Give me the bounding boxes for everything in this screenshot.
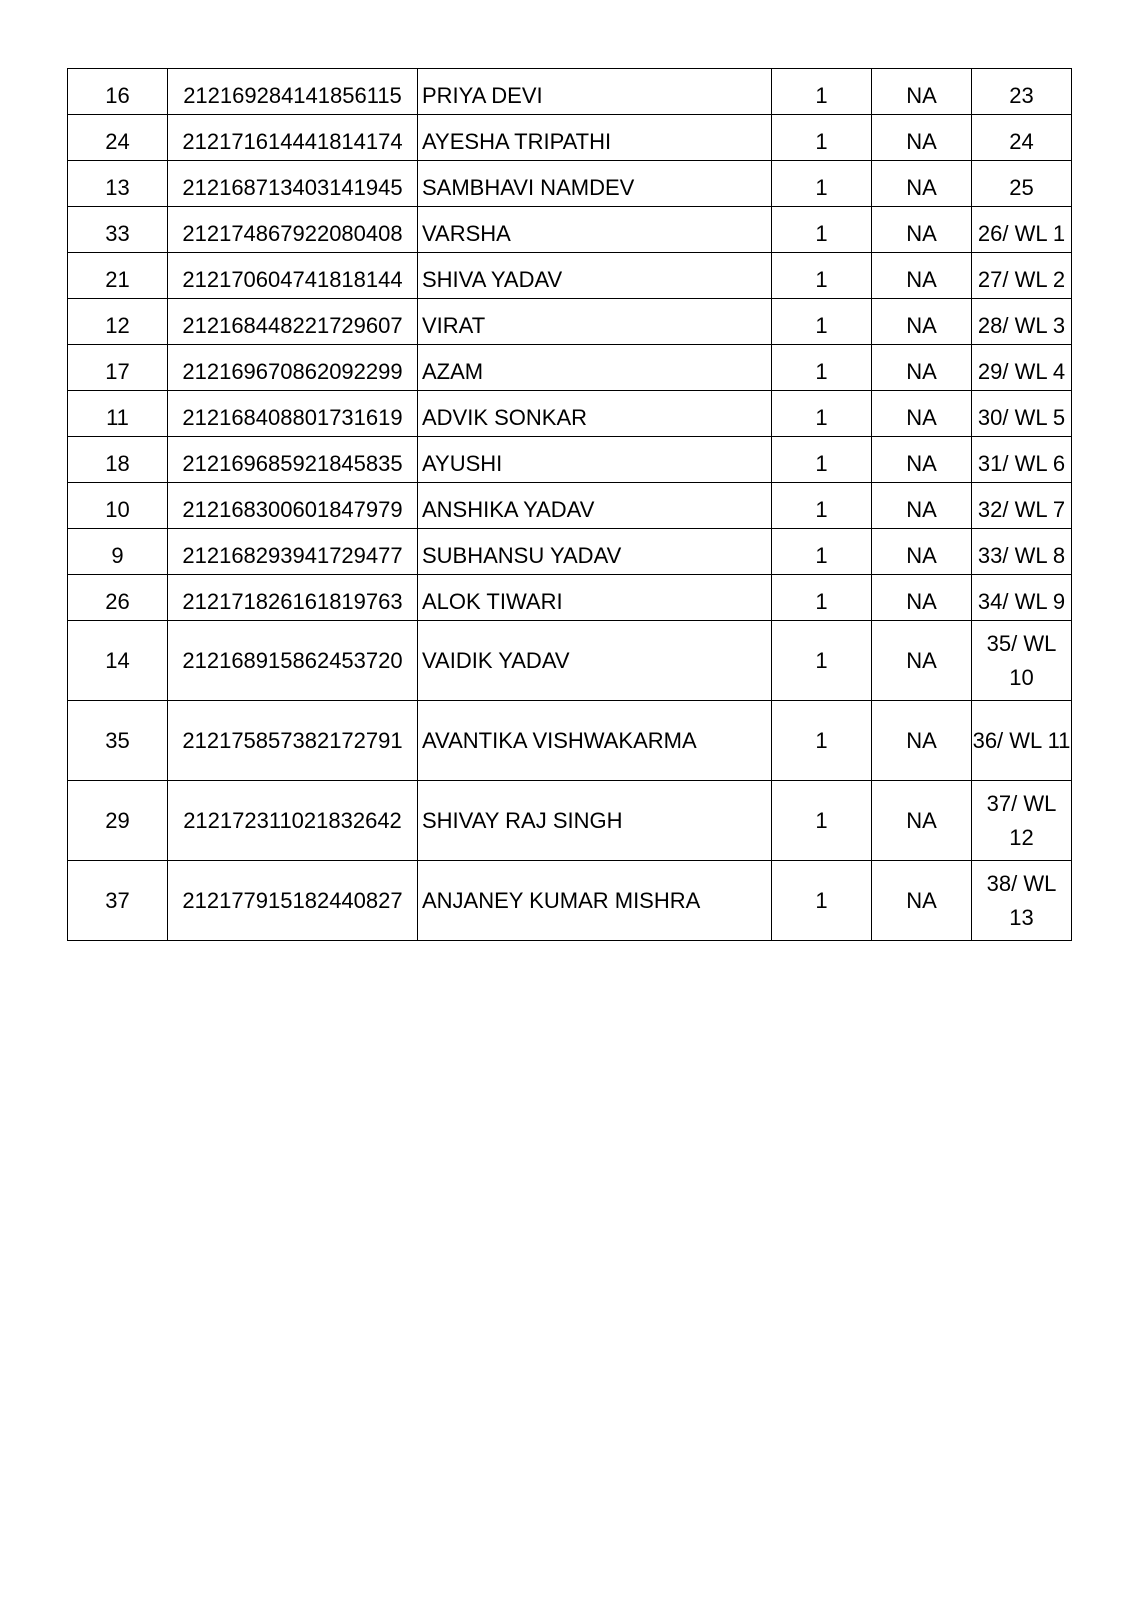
rank-cell — [972, 391, 1072, 437]
rank-text: 38/ WL 13 — [986, 870, 1057, 930]
count-text: 1 — [815, 589, 828, 614]
rank-text: 25 — [1009, 175, 1034, 200]
rank-cell — [972, 781, 1072, 861]
count-cell — [772, 781, 872, 861]
status-cell — [872, 621, 972, 701]
rank-cell — [972, 483, 1072, 529]
serial-number-text: 35 — [105, 727, 130, 753]
count-cell — [772, 115, 872, 161]
application-id-text: 212177915182440827 — [182, 887, 403, 913]
status-text: NA — [906, 129, 937, 154]
rank-text: 33/ WL 8 — [977, 543, 1066, 568]
status-cell — [872, 161, 972, 207]
serial-number-cell — [68, 437, 168, 483]
count-text: 1 — [815, 887, 828, 913]
status-cell — [872, 69, 972, 115]
count-text: 1 — [815, 221, 828, 246]
candidate-name-text: ANJANEY KUMAR MISHRA — [422, 887, 701, 913]
serial-number-cell — [68, 529, 168, 575]
status-text: NA — [906, 83, 937, 108]
count-cell — [772, 161, 872, 207]
candidate-name-text: PRIYA DEVI — [422, 83, 543, 108]
candidate-name-text: SUBHANSU YADAV — [422, 543, 622, 568]
candidate-name-text: AVANTIKA VISHWAKARMA — [422, 727, 697, 753]
application-id-cell — [168, 437, 418, 483]
application-id-cell — [168, 345, 418, 391]
status-text: NA — [906, 451, 937, 476]
application-id-cell — [168, 207, 418, 253]
application-id-cell — [168, 391, 418, 437]
table-row — [68, 391, 1072, 437]
serial-number-cell — [68, 575, 168, 621]
application-id-text: 212168293941729477 — [182, 543, 403, 568]
status-text: NA — [906, 807, 937, 833]
count-text: 1 — [815, 267, 828, 292]
rank-cell — [972, 253, 1072, 299]
table-row — [68, 701, 1072, 781]
rank-cell — [972, 621, 1072, 701]
candidate-name-text: AZAM — [422, 359, 484, 384]
candidate-name-cell — [418, 69, 772, 115]
application-id-cell — [168, 115, 418, 161]
table-row — [68, 781, 1072, 861]
table-row — [68, 861, 1072, 941]
serial-number-cell — [68, 701, 168, 781]
rank-cell — [972, 437, 1072, 483]
table-row — [68, 253, 1072, 299]
rank-text: 28/ WL 3 — [977, 313, 1066, 338]
count-cell — [772, 391, 872, 437]
application-id-text: 212168448221729607 — [182, 313, 403, 338]
serial-number-text: 11 — [106, 405, 129, 430]
application-id-text: 212171826161819763 — [182, 589, 403, 614]
candidate-name-cell — [418, 253, 772, 299]
count-text: 1 — [815, 359, 828, 384]
status-text: NA — [906, 175, 937, 200]
status-cell — [872, 483, 972, 529]
count-text: 1 — [815, 497, 828, 522]
serial-number-cell — [68, 621, 168, 701]
status-cell — [872, 529, 972, 575]
candidate-name-cell — [418, 391, 772, 437]
rank-cell — [972, 69, 1072, 115]
application-id-text: 212168713403141945 — [182, 175, 403, 200]
application-id-text: 212169685921845835 — [182, 451, 403, 476]
rank-text: 34/ WL 9 — [977, 589, 1066, 614]
rank-text: 31/ WL 6 — [977, 451, 1066, 476]
count-text: 1 — [815, 405, 828, 430]
status-text: NA — [906, 267, 937, 292]
application-id-text: 212168915862453720 — [182, 647, 403, 673]
status-cell — [872, 207, 972, 253]
serial-number-cell — [68, 207, 168, 253]
candidate-name-text: ALOK TIWARI — [422, 589, 563, 614]
serial-number-text: 37 — [105, 887, 130, 913]
rank-text: 27/ WL 2 — [977, 267, 1066, 292]
status-text: NA — [906, 221, 937, 246]
application-id-cell — [168, 781, 418, 861]
application-id-text: 212168408801731619 — [182, 405, 403, 430]
candidate-name-cell — [418, 621, 772, 701]
count-cell — [772, 207, 872, 253]
count-cell — [772, 253, 872, 299]
table-row — [68, 115, 1072, 161]
table-row — [68, 207, 1072, 253]
serial-number-cell — [68, 299, 168, 345]
count-text: 1 — [815, 129, 828, 154]
count-text: 1 — [815, 175, 828, 200]
candidate-name-cell — [418, 701, 772, 781]
serial-number-text: 26 — [105, 589, 130, 614]
serial-number-cell — [68, 345, 168, 391]
candidate-name-text: SAMBHAVI NAMDEV — [422, 175, 635, 200]
application-id-cell — [168, 253, 418, 299]
application-id-cell — [168, 861, 418, 941]
status-text: NA — [906, 313, 937, 338]
table-row — [68, 299, 1072, 345]
count-cell — [772, 861, 872, 941]
candidate-name-cell — [418, 483, 772, 529]
rank-text: 26/ WL 1 — [977, 221, 1066, 246]
candidate-name-cell — [418, 161, 772, 207]
candidate-name-cell — [418, 345, 772, 391]
serial-number-cell — [68, 115, 168, 161]
count-text: 1 — [815, 807, 828, 833]
rank-cell — [972, 701, 1072, 781]
table-row — [68, 161, 1072, 207]
serial-number-text: 10 — [105, 497, 130, 522]
application-id-cell — [168, 701, 418, 781]
count-text: 1 — [815, 83, 828, 108]
rank-cell — [972, 861, 1072, 941]
application-id-cell — [168, 529, 418, 575]
rank-text: 36/ WL 11 — [972, 727, 1071, 753]
count-cell — [772, 483, 872, 529]
status-cell — [872, 115, 972, 161]
rank-text: 23 — [1009, 83, 1034, 108]
serial-number-cell — [68, 69, 168, 115]
status-cell — [872, 391, 972, 437]
table-row — [68, 621, 1072, 701]
count-cell — [772, 621, 872, 701]
serial-number-cell — [68, 861, 168, 941]
status-text: NA — [906, 359, 937, 384]
candidate-name-text: AYESHA TRIPATHI — [422, 129, 612, 154]
status-cell — [872, 437, 972, 483]
rank-cell — [972, 115, 1072, 161]
status-cell — [872, 345, 972, 391]
status-text: NA — [906, 647, 937, 673]
candidate-name-text: AYUSHI — [422, 451, 503, 476]
status-text: NA — [906, 727, 937, 753]
status-cell — [872, 701, 972, 781]
candidate-name-cell — [418, 207, 772, 253]
status-cell — [872, 575, 972, 621]
table-row — [68, 575, 1072, 621]
rank-cell — [972, 529, 1072, 575]
candidate-name-cell — [418, 299, 772, 345]
status-cell — [872, 253, 972, 299]
count-text: 1 — [815, 543, 828, 568]
count-text: 1 — [815, 647, 828, 673]
application-id-cell — [168, 575, 418, 621]
application-id-text: 212169670862092299 — [182, 359, 403, 384]
serial-number-cell — [68, 253, 168, 299]
serial-number-text: 12 — [105, 313, 130, 338]
rank-text: 29/ WL 4 — [977, 359, 1066, 384]
table-row — [68, 529, 1072, 575]
application-id-cell — [168, 299, 418, 345]
serial-number-text: 29 — [105, 807, 130, 833]
status-text: NA — [906, 543, 937, 568]
serial-number-text: 24 — [105, 129, 130, 154]
application-id-text: 212171614441814174 — [182, 129, 403, 154]
application-id-text: 212169284141856115 — [183, 83, 402, 108]
application-id-cell — [168, 483, 418, 529]
count-cell — [772, 345, 872, 391]
count-text: 1 — [815, 313, 828, 338]
application-id-text: 212170604741818144 — [182, 267, 403, 292]
application-id-text: 212175857382172791 — [182, 727, 403, 753]
serial-number-cell — [68, 483, 168, 529]
candidate-name-text: VIRAT — [422, 313, 486, 338]
status-cell — [872, 781, 972, 861]
candidate-name-text: ANSHIKA YADAV — [422, 497, 595, 522]
rank-cell — [972, 575, 1072, 621]
status-text: NA — [906, 887, 937, 913]
table-row — [68, 483, 1072, 529]
status-text: NA — [906, 497, 937, 522]
rank-cell — [972, 207, 1072, 253]
table-body — [68, 69, 1072, 941]
candidate-name-cell — [418, 575, 772, 621]
application-id-cell — [168, 69, 418, 115]
serial-number-text: 14 — [105, 647, 130, 673]
candidate-name-cell — [418, 781, 772, 861]
count-cell — [772, 437, 872, 483]
serial-number-text: 21 — [105, 267, 130, 292]
rank-text: 37/ WL 12 — [986, 790, 1057, 850]
rank-cell — [972, 161, 1072, 207]
count-cell — [772, 299, 872, 345]
serial-number-text: 9 — [111, 543, 124, 568]
serial-number-text: 33 — [105, 221, 130, 246]
count-cell — [772, 701, 872, 781]
serial-number-text: 17 — [105, 359, 130, 384]
serial-number-text: 18 — [105, 451, 130, 476]
table-row — [68, 69, 1072, 115]
application-id-text: 212174867922080408 — [182, 221, 403, 246]
rank-text: 24 — [1009, 129, 1034, 154]
candidate-name-cell — [418, 115, 772, 161]
count-text: 1 — [815, 451, 828, 476]
status-text: NA — [906, 589, 937, 614]
rank-text: 32/ WL 7 — [977, 497, 1066, 522]
application-id-cell — [168, 161, 418, 207]
results-table — [67, 68, 1072, 941]
serial-number-text: 13 — [105, 175, 130, 200]
candidate-name-cell — [418, 529, 772, 575]
count-cell — [772, 69, 872, 115]
table-row — [68, 345, 1072, 391]
serial-number-cell — [68, 161, 168, 207]
serial-number-text: 16 — [105, 83, 130, 108]
status-cell — [872, 861, 972, 941]
rank-cell — [972, 299, 1072, 345]
candidate-name-text: VARSHA — [422, 221, 511, 246]
count-cell — [772, 529, 872, 575]
candidate-name-text: ADVIK SONKAR — [422, 405, 588, 430]
serial-number-cell — [68, 391, 168, 437]
candidate-name-text: SHIVA YADAV — [422, 267, 563, 292]
application-id-text: 212172311021832642 — [183, 807, 402, 833]
candidate-name-text: VAIDIK YADAV — [422, 647, 570, 673]
rank-cell — [972, 345, 1072, 391]
status-text: NA — [906, 405, 937, 430]
candidate-name-cell — [418, 861, 772, 941]
candidate-name-text: SHIVAY RAJ SINGH — [422, 807, 623, 833]
status-cell — [872, 299, 972, 345]
rank-text: 30/ WL 5 — [977, 405, 1066, 430]
candidate-name-cell — [418, 437, 772, 483]
count-text: 1 — [815, 727, 828, 753]
rank-text: 35/ WL 10 — [986, 630, 1057, 690]
application-id-text: 212168300601847979 — [182, 497, 403, 522]
application-id-cell — [168, 621, 418, 701]
table-row — [68, 437, 1072, 483]
count-cell — [772, 575, 872, 621]
serial-number-cell — [68, 781, 168, 861]
